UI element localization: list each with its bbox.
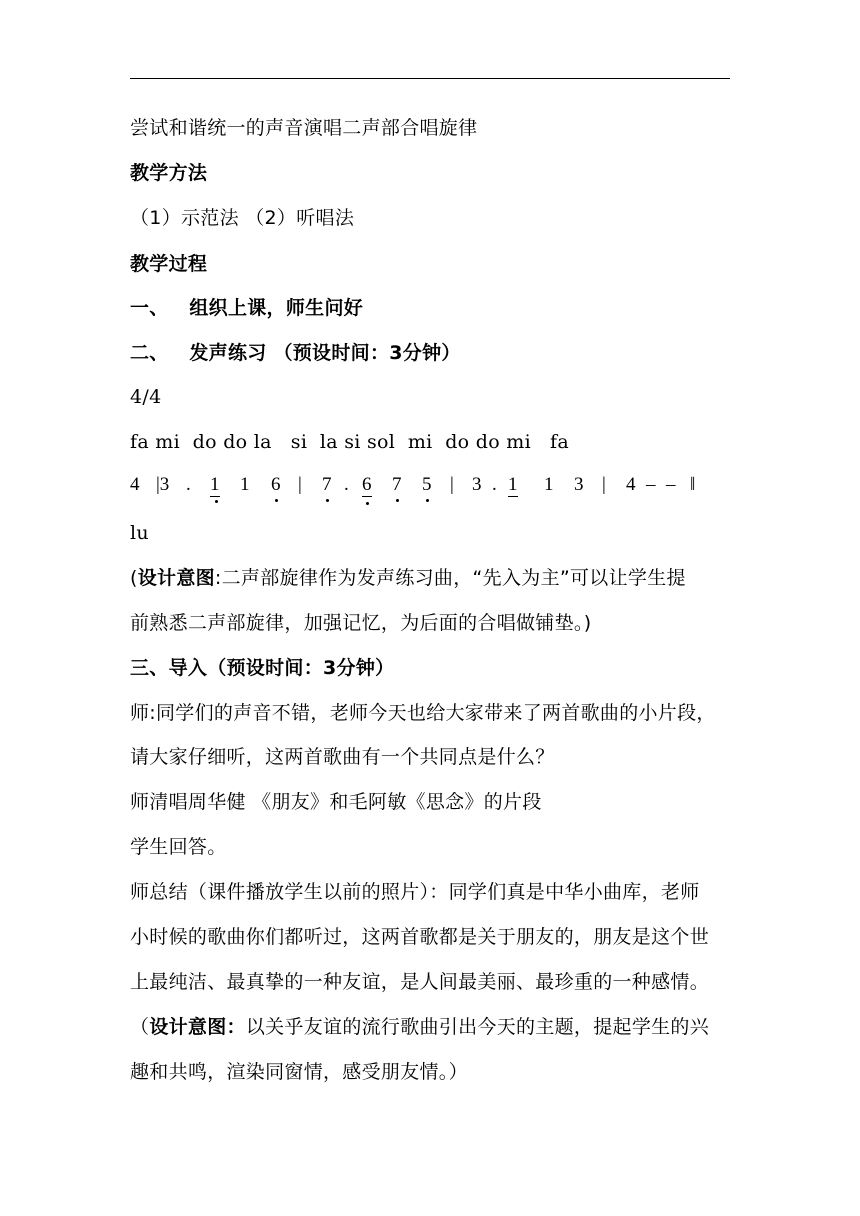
teacher-line-2: 请大家仔细听，这两首歌曲有一个共同点是什么？ [130, 746, 555, 768]
solfege-line: fa mi do do la si la si sol mi do do mi fa [130, 431, 569, 453]
note: 1 [240, 474, 250, 495]
lyric-line: lu [130, 522, 149, 544]
method-heading: 教学方法 [130, 162, 208, 184]
barline: | [450, 474, 454, 495]
step-2: 二、 发声练习 （预设时间：3分钟） [130, 342, 461, 364]
summary-line-2: 小时候的歌曲你们都听过，这两首歌都是关于朋友的，朋友是这个世 [130, 926, 710, 948]
dash: – [666, 474, 676, 495]
summary-line-3: 上最纯洁、最真挚的一种友谊，是人间最美丽、最珍重的一种感情。 [130, 971, 710, 993]
note: 1 [210, 474, 220, 495]
note: 3 [472, 474, 482, 495]
intent-label: 设计意图： [149, 1016, 246, 1038]
intent-text: :二声部旋律作为发声练习曲，“先入为主”可以让学生提 [214, 567, 686, 589]
note: 1 [508, 474, 518, 495]
goal-line: 尝试和谐统一的声音演唱二声部合唱旋律 [130, 117, 478, 139]
note: 7 [322, 474, 332, 495]
note: 6 [271, 474, 281, 495]
note: 7 [392, 474, 402, 495]
paren-open: （ [130, 1016, 150, 1038]
note: 4 [626, 474, 636, 495]
low-octave-dot [366, 502, 369, 505]
low-octave-dot [426, 499, 429, 502]
low-octave-dot [326, 499, 329, 502]
jianpu-notation [130, 472, 730, 512]
note: 3 [574, 474, 584, 495]
low-octave-dot [275, 499, 278, 502]
process-heading: 教学过程 [130, 253, 208, 275]
intent-text: 以关乎友谊的流行歌曲引出今天的主题，提起学生的兴 [245, 1016, 710, 1038]
dot-rhythm: . [186, 474, 191, 495]
final-barline: ‖ [690, 474, 696, 495]
student-line: 学生回答。 [130, 836, 227, 858]
dash: – [646, 474, 656, 495]
step-1: 一、 组织上课，师生问好 [130, 297, 364, 319]
note: 4 [130, 474, 140, 495]
intent-1-line-2: 前熟悉二声部旋律，加强记忆，为后面的合唱做铺垫。) [130, 612, 592, 634]
intent-label: 设计意图 [137, 567, 215, 589]
note: 1 [544, 474, 554, 495]
intent-2-line-1 [130, 1016, 709, 1038]
time-signature: 4/4 [130, 386, 162, 408]
summary-line-1: 师总结（课件播放学生以前的照片）：同学们真是中华小曲库，老师 [130, 881, 700, 903]
barline: | [602, 474, 606, 495]
dot-rhythm: . [492, 474, 497, 495]
teacher-line-3: 师清唱周华健 《朋友》和毛阿敏《思念》的片段 [130, 791, 542, 813]
barline: | [298, 474, 302, 495]
barline-note: |3 [156, 474, 170, 495]
paren-open: ( [130, 567, 138, 589]
step-3: 三、导入（预设时间：3分钟） [130, 657, 395, 679]
header-rule [130, 78, 730, 79]
teacher-line-1: 师:同学们的声音不错，老师今天也给大家带来了两首歌曲的小片段， [130, 702, 716, 724]
intent-1-line-1 [130, 567, 686, 589]
method-list: （1）示范法 （2）听唱法 [130, 207, 355, 229]
note: 5 [422, 474, 432, 495]
note: 6 [362, 474, 372, 495]
dot-rhythm: . [344, 474, 349, 495]
low-octave-dot [215, 500, 218, 503]
intent-2-line-2: 趣和共鸣，渲染同窗情，感受朋友情。） [130, 1061, 468, 1083]
low-octave-dot [396, 499, 399, 502]
